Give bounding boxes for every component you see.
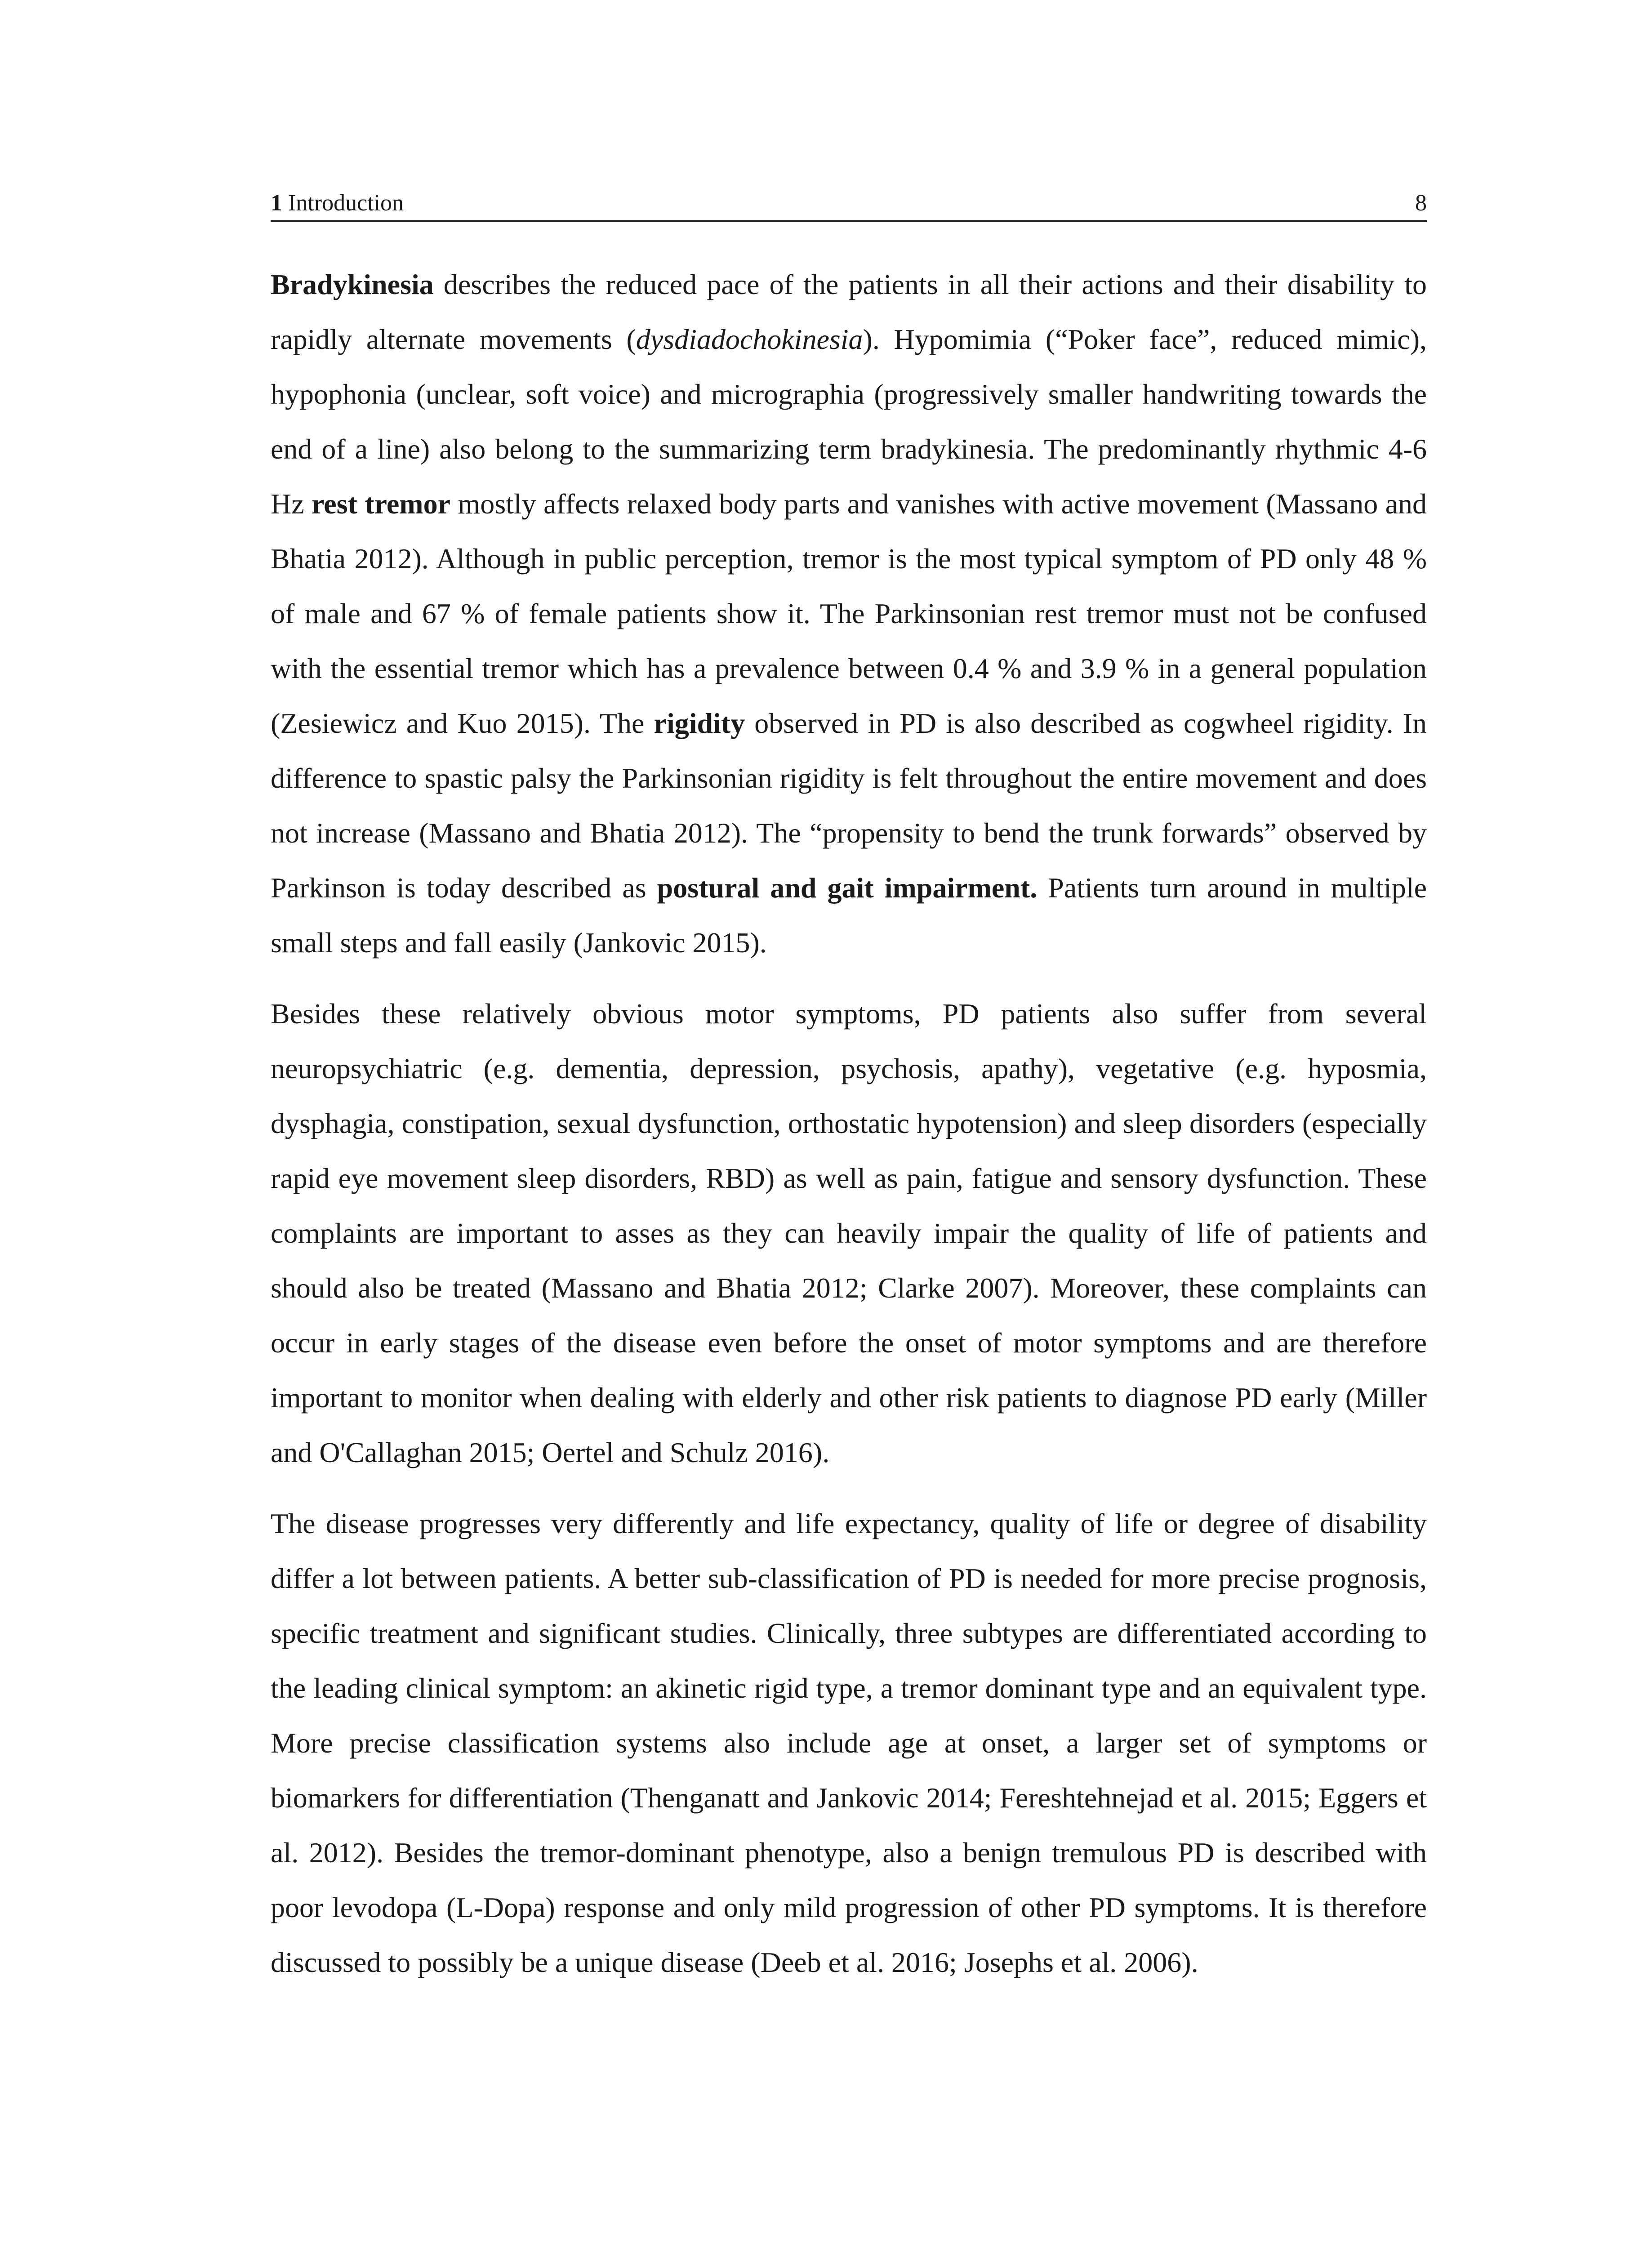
paragraph [271,257,1427,970]
text-run: mostly affects relaxed body parts and vanishes with active movement (Massano and Bhatia 2012). Although in public perception, tremor is the most typical symptom of PD only 48 % of male and 67 % of female patients show it. The Parkinsonian rest tremor must not be confused with the essential tremor which has a prevalence between 0.4 % and 3.9 % in a general population (Zesiewicz and Kuo 2015). The [271,488,1427,739]
page-number: 8 [1415,190,1427,216]
body-text [271,257,1427,1990]
document-page [271,189,1427,2006]
paragraph [271,986,1427,1480]
italic-term: dysdiadochokinesia [636,323,863,355]
chapter-number: 1 [271,190,282,216]
text-run: observed in PD is also described as cogwheel rigidity. In difference to spastic palsy the Parkinsonian rigidity is felt throughout the entire movement and does not increase (Massano and Bhatia 2012). The “propensity to bend the trunk forwards” observed by Parkinson is today described as [271,707,1427,904]
bold-term: rest tremor [312,488,450,520]
text-run: The disease progresses very differently and life expectancy, quality of life or degree of disability differ a lot between patients. A better sub-classification of PD is needed for more precise prognosis, specific treatment and significant studies. Clinically, three subtypes are differentiated according to the leading clinical symptom: an akinetic rigid type, a tremor dominant type and an equivalent type. More precise classification systems also include age at onset, a larger set of symptoms or biomarkers for differentiation (Thenganatt and Jankovic 2014; Fereshtehnejad et al. 2015; Eggers et al. 2012). Besides the tremor-dominant phenotype, also a benign tremulous PD is described with poor levodopa (L-Dopa) response and only mild progression of other PD symptoms. It is therefore discussed to possibly be a unique disease (Deeb et al. 2016; Josephs et al. 2006). [271,1508,1427,1978]
chapter-title: Introduction [288,190,404,216]
paragraph [271,1496,1427,1990]
text-run: Besides these relatively obvious motor symptoms, PD patients also suffer from several neuropsychiatric (e.g. dementia, depression, psychosis, apathy), vegetative (e.g. hyposmia, dysphagia, constipation, sexual dysfunction, orthostatic hypotension) and sleep disorders (especially rapid eye movement sleep disorders, RBD) as well as pain, fatigue and sensory dysfunction. These complaints are important to asses as they can heavily impair the quality of life of patients and should also be treated (Massano and Bhatia 2012; Clarke 2007). Moreover, these complaints can occur in early stages of the disease even before the onset of motor symptoms and are therefore important to monitor when dealing with elderly and other risk patients to diagnose PD early (Miller and O'Callaghan 2015; Oertel and Schulz 2016). [271,998,1427,1468]
bold-term: postural and gait impairment. [657,872,1038,904]
bold-term: Bradykinesia [271,268,434,300]
text-run: Patients turn around in multiple small steps and fall easily (Jankovic 2015). [271,872,1427,959]
chapter-heading [271,189,404,218]
text-run: ). Hypomimia (“Poker face”, reduced mimic), hypophonia (unclear, soft voice) and micrographia (progressively smaller handwriting towards the end of a line) also belong to the summarizing term bradykinesia. The predominantly rhythmic 4-6 Hz [271,323,1427,520]
running-header [271,189,1427,222]
text-run: describes the reduced pace of the patients in all their actions and their disability to rapidly alternate movements ( [271,268,1427,355]
bold-term: rigidity [654,707,745,739]
